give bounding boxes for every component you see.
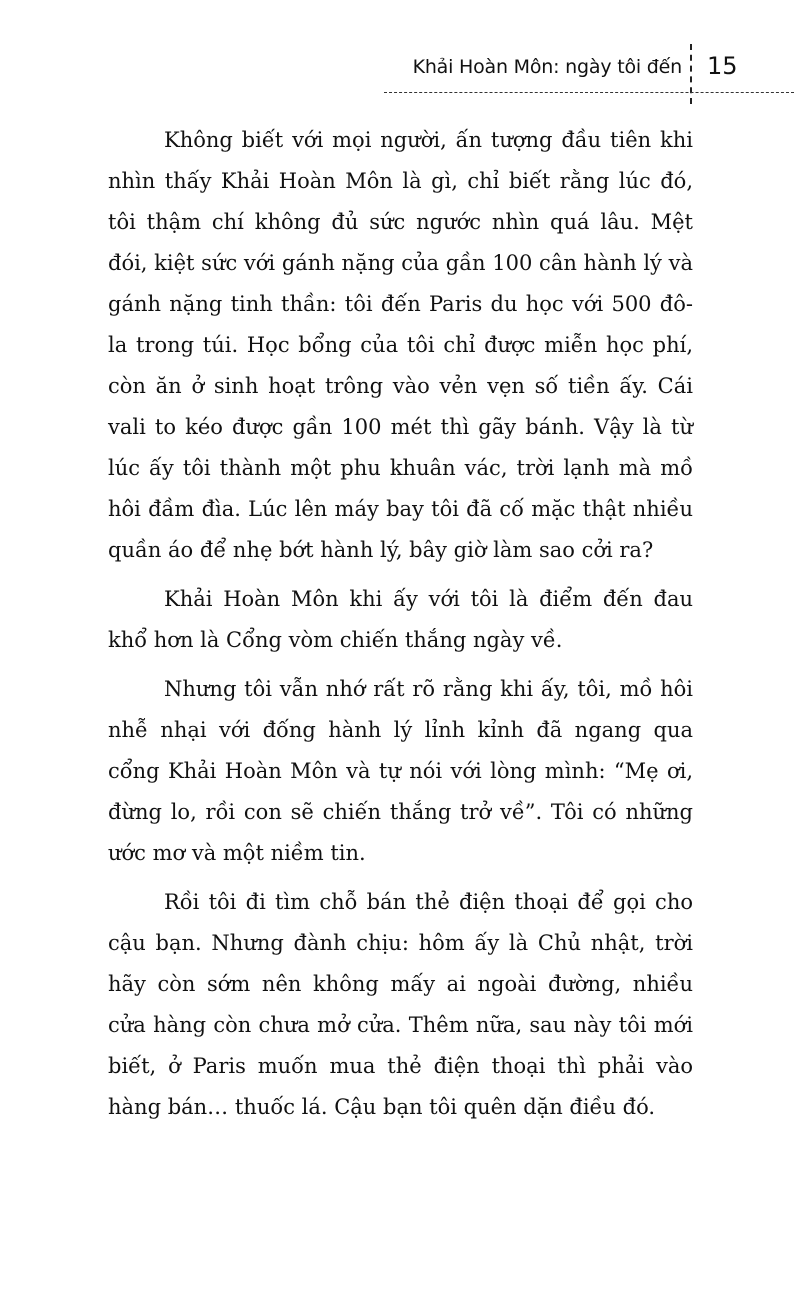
running-title: Khải Hoàn Môn: ngày tôi đến xyxy=(412,56,682,78)
page-header xyxy=(0,0,800,110)
paragraph: Không biết với mọi người, ấn tượng đầu tiên khi nhìn thấy Khải Hoàn Môn là gì, chỉ biết rằng lúc đó, tôi thậm chí không đủ sức ngước nhìn quá lâu. Mệt đói, kiệt sức với gánh nặng của gần 100 cân hành lý và gánh nặng tinh thần: tôi đến Paris du học với 500 đô-la trong túi. Học bổng của tôi chỉ được miễn học phí, còn ăn ở sinh hoạt trông vào vẻn vẹn số tiền ấy. Cái vali to kéo được gần 100 mét thì gãy bánh. Vậy là từ lúc ấy tôi thành một phu khuân vác, trời lạnh mà mồ hôi đầm đìa. Lúc lên máy bay tôi đã cố mặc thật nhiều quần áo để nhẹ bớt hành lý, bây giờ làm sao cởi ra? xyxy=(108,128,693,562)
paragraph: Nhưng tôi vẫn nhớ rất rõ rằng khi ấy, tôi, mồ hôi nhễ nhại với đống hành lý lỉnh kỉnh đã ngang qua cổng Khải Hoàn Môn và tự nói với lòng mình: “Mẹ ơi, đừng lo, rồi con sẽ chiến thắng trở về”. Tôi có những ước mơ và một niềm tin. xyxy=(108,677,693,865)
paragraph: Rồi tôi đi tìm chỗ bán thẻ điện thoại để gọi cho cậu bạn. Nhưng đành chịu: hôm ấy là Chủ nhật, trời hãy còn sớm nên không mấy ai ngoài đường, nhiều cửa hàng còn chưa mở cửa. Thêm nữa, sau này tôi mới biết, ở Paris muốn mua thẻ điện thoại thì phải vào hàng bán… thuốc lá. Cậu bạn tôi quên dặn điều đó. xyxy=(108,890,693,1119)
paragraph: Khải Hoàn Môn khi ấy với tôi là điểm đến đau khổ hơn là Cổng vòm chiến thắng ngày về. xyxy=(108,587,693,652)
header-horizontal-divider xyxy=(384,92,794,93)
header-vertical-divider xyxy=(690,44,692,104)
body-text xyxy=(108,120,693,1136)
page-number: 15 xyxy=(707,52,738,80)
